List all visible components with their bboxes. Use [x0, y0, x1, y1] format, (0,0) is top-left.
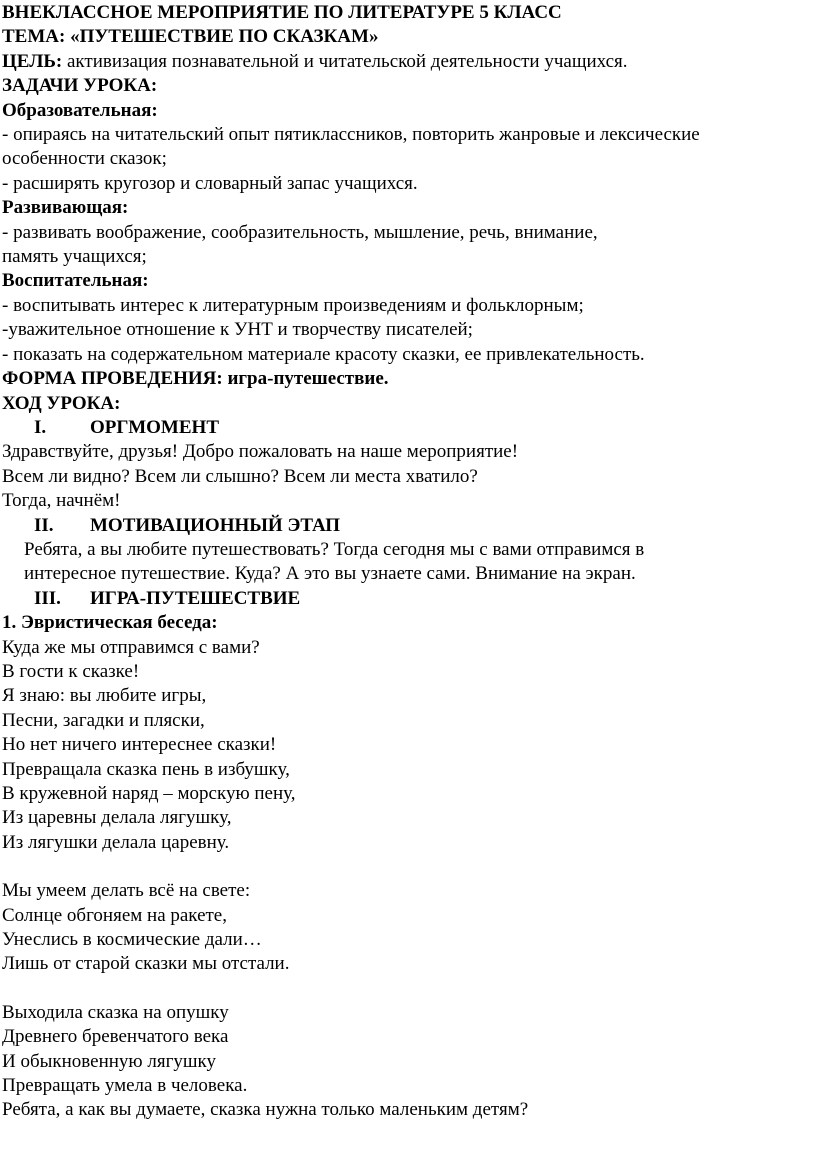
course-heading: ХОД УРОКА:: [2, 392, 121, 414]
upb-heading: Воспитательная:: [2, 270, 149, 292]
subsection-heading: 1. Эвристическая беседа:: [2, 612, 218, 634]
sec2-line: интересное путешествие. Куда? А это вы узнаете сами. Внимание на экран.: [24, 563, 636, 585]
poem-line: В гости к сказке!: [2, 660, 140, 682]
sec1-line: Тогда, начнём!: [2, 490, 121, 512]
poem-line: В кружевной наряд – морскую пену,: [2, 783, 296, 804]
dev-line: - развивать воображение, сообразительность, мышление, речь, внимание,: [2, 221, 598, 243]
dev-line: память учащихся;: [2, 246, 147, 268]
form-heading: ФОРМА ПРОВЕДЕНИЯ: игра-путешествие.: [2, 368, 389, 390]
sec2-line: Ребята, а вы любите путешествовать? Тогда сегодня мы с вами отправимся в: [24, 538, 645, 560]
section-heading-3: [2, 587, 816, 611]
edu-line: - расширять кругозор и словарный запас учащихся.: [2, 172, 418, 194]
section-number: III.: [34, 587, 61, 609]
poem-line: Из царевны делала лягушку,: [2, 807, 232, 829]
poem-line: Из лягушки делала царевну.: [2, 831, 230, 853]
stanza-gap: [2, 855, 816, 879]
poem-line: Солнце обгоняем на ракете,: [2, 904, 227, 926]
upb-line: - воспитывать интерес к литературным произведениям и фольклорным;: [2, 294, 584, 316]
doc-theme: ТЕМА: «ПУТЕШЕСТВИЕ ПО СКАЗКАМ»: [2, 26, 379, 48]
section-title: ОРГМОМЕНТ: [90, 416, 219, 438]
doc-title: ВНЕКЛАССНОЕ МЕРОПРИЯТИЕ ПО ЛИТЕРАТУРЕ 5 КЛАСС: [2, 2, 562, 23]
poem-line: И обыкновенную лягушку: [2, 1050, 216, 1072]
doc-goal: [2, 50, 816, 74]
section-heading-2: [2, 514, 816, 538]
edu-line: особенности сказок;: [2, 148, 167, 170]
tasks-heading: ЗАДАЧИ УРОКА:: [2, 75, 158, 97]
poem-line: Песни, загадки и пляски,: [2, 709, 205, 731]
question-line: Ребята, а как вы думаете, сказка нужна только маленьким детям?: [2, 1099, 529, 1121]
sec1-line: Всем ли видно? Всем ли слышно? Всем ли места хватило?: [2, 465, 478, 487]
section-title: ИГРА-ПУТЕШЕСТВИЕ: [90, 587, 301, 609]
poem-line: Превращала сказка пень в избушку,: [2, 758, 290, 780]
section-number: I.: [34, 416, 47, 438]
sec1-line: Здравствуйте, друзья! Добро пожаловать на наше мероприятие!: [2, 441, 519, 463]
edu-heading: Образовательная:: [2, 99, 158, 121]
section-heading-1: [2, 416, 816, 440]
upb-line: - показать на содержательном материале красоту сказки, ее привлекательность.: [2, 343, 645, 365]
poem-line: Куда же мы отправимся с вами?: [2, 636, 260, 658]
poem-line: Но нет ничего интереснее сказки!: [2, 734, 277, 756]
poem-line: Я знаю: вы любите игры,: [2, 685, 207, 707]
stanza-gap: [2, 977, 816, 1001]
goal-text: активизация познавательной и читательской деятельности учащихся.: [62, 50, 628, 72]
dev-heading: Развивающая:: [2, 197, 129, 219]
poem-line: Выходила сказка на опушку: [2, 1001, 229, 1023]
poem-line: Лишь от старой сказки мы отстали.: [2, 953, 290, 975]
poem-line: Древнего бревенчатого века: [2, 1026, 229, 1048]
section-number: II.: [34, 514, 54, 536]
document-page: [0, 1, 816, 1158]
poem-line: Мы умеем делать всё на свете:: [2, 880, 251, 902]
poem-line: Унеслись в космические дали…: [2, 929, 262, 951]
edu-line: - опираясь на читательский опыт пятиклассников, повторить жанровые и лексические: [2, 124, 700, 146]
poem-line: Превращать умела в человека.: [2, 1075, 248, 1097]
section-title: МОТИВАЦИОННЫЙ ЭТАП: [90, 514, 341, 536]
goal-label: ЦЕЛЬ:: [2, 50, 63, 72]
upb-line: -уважительное отношение к УНТ и творчеству писателей;: [2, 319, 473, 341]
